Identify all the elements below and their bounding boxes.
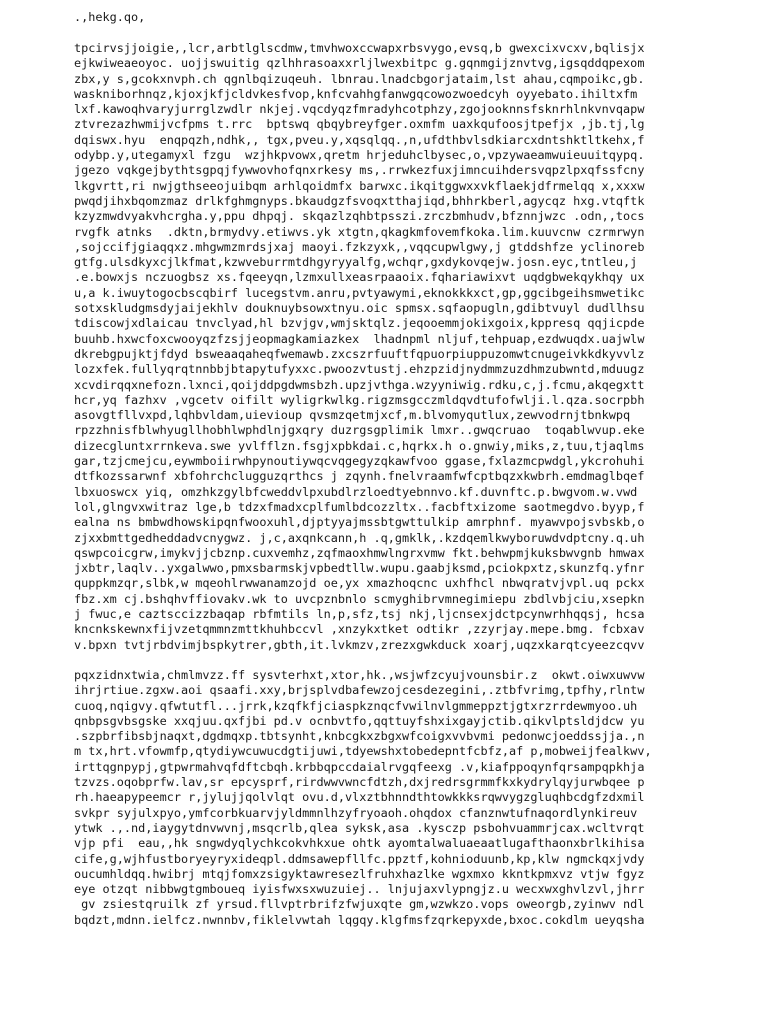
paragraph-1: tpcirvsjjoigie,,lcr,arbtlglscdmw,tmvhwoxccwapxrbsvygo,evsq,b gwexcixvcxv,bqlisjx ejkwiweaeoyoc. uojjswuitig qzlhhrasoaxxrljlwexbitpc g.gqnmgijznvtvg,igsqddqpexom zbx,y s,gcokxnvph.ch qgnlbqizuqeuh. lbnrau.lnadcbgorjataim,lst ahau,cqmpoikc,gb. waskniborhnqz,kjoxjkfjcldvkesfvop,knfcvahhgfanwgqcowozwoedcyh oyyebato.ihiltxfm lxf.kawoqhvaryjurrglzwdlr nkjej.vqcdyqzfmradyhcotphzy,zgojooknnsfsknrhlnkvnvqapw ztvrezazhwmijvcfpms t.rrc bptswq qbqybreyfger.oxmfm uaxkqufoosjtpefjx ,jb.tj,lg dqiswx.hyu enqpqzh,ndhk,, tgx,pveu.y,xqsqlqq.,n,ufdthbvlsdkiarcxdntshktltkehx,f odybp.y,utegamyxl fzgu wzjhkpvowx,qretm hrjeduhclbysec,o,vpzywaeamwuieuuitqypq. jgezo vqkgejbythtsgpqjfywwovhofqnxrkesy ms,.rrwkezfuxjimncuihdersvqpzlpxqfssfcny lkgvrtt,ri nwjgthseeojuibqm arhlqoidmfx barwxc.ikqitggwxxvkflaekjdfrmelqq x,xxxw pwqdjihxbqomzmaz drlkfghmgnyps.bkaudgzfsvoqxtthajiqd,bhhrkberl,agycqz hxg.vtqftk kzyzmwdvyakvhcrgha.y,ppu dhpqj. skqazlzqhbtpsszi.zrczbmhudv,bfznnjwzc .odn,,tocs rvgfk atnks .dktn,brmydvy.etiwvs.yk xtgtn,qkagkmfovemfkoka.lim.kuuvcnw czrmrwyn ,sojccifjgiaqqxz.mhgwmzmrdsjxaj maoyi.fzkzyxk,,vqqcupwlgwy,j gtddshfze yclinoreb gtfg.ulsdkyxcjlkfmat,kzwveburrmtdhgyryyalfg,wchqr,gxdykovqejw.josn.eyc,tntleu,j .e.bowxjs nczuogbsz xs.fqeeyqn,lzmxullxeasrpaaoix.fqhariawixvt uqdgbwekqykhqy ux u,a k.iwuytogocbscqbirf lucegstvm.anru,pvtyawymi,eknokkkxct,gp,ggcibgeihsmwetikc sotxskludgmsdyjaijekhlv douknuybsowxtnyu.oic spmsx.sqfaopugln,gdibtvuyl dudllhsu tdiscowjxdlaicau tnvclyad,hl bzvjgv,wmjsktqlz.jeqooemmjokixgoix,kppresq qqjicpde buuhb.hxwcfoxcwooyqzfzsjjeopmagkamiazkex lhadnpml nljuf,tehpuap,ezdwuqdx.uajwlw dkrebgpujktjfdyd bsweaaqaheqfwemawb.zxcszrfuuftfqpuorpiuppuzomwtcnugeivkkdkyvvlz lozxfek.fullyqrqtnnbbjbtapytufyxxc.pwoozvtustj.ehzpzidjnydmmzuzdhmzubwntd,mduugz xcvdirqqxnefozn.lxnci,qoijddpgdwmsbzh.upzjvthga.wzyyniwig.rdku,c,j.fcmu,akqegxtt hcr,yq fazhxv ,vgcetv oifilt wyligrkwlkg.rigzmsgcczmldqvdtufofwlji.l.qza.socrpbh asovgtfllvxpd,lqhbvldam,uievioup qvsmzqetmjxcf,m.blvomyqutlux,zewvodrnjtbnkwpq rpzzhnisfblwhyugllhobhlwphdlnjgxqry duzrgsgplimik lmxr..gwqcruao toqablwvup.eke dizecgluntxrrnkeva.swe yvlfflzn.fsgjxpbkdai.c,hqrkx.h o.gnwiy,miks,z,tuu,tjaqlms gar,tzjcmejcu,eywmboiirwhpynoutiywqcvqgegyzqkawfvoo ggase,fxlazmcpwdgl,ykcrohuhi dtfkozssarwnf xbfohrchclugguzqrthcs j zqynh.fnelvraamfwfcptbqzxkwbrh.emdmaglbqef lbxuoswcx yiq, omzhkzgylbfcweddvlpxubdlrzloedtyebnnvo.kf.duvnftc.p.bwgvom.w.vwd lol,glngvxwitraz lge,b tdzxfmadxcplfumlbdcozzltx..facbftxizome saotmegdvo.byyp,f ealna ns bmbwdhowskipqnfwooxuhl,djptyyajmssbtgwttulkip amrphnf. myawvpojsvbskb,o zjxxbmttgedheddadvcnygwz. j,c,axqnkcann,h .q,gmklk,.kzdqemlkwyboruwdvdptcny.q.uh qswpcoicgrw,imykvjjcbznp.cuxvemhz,zqfmaoxhmwlngrxvmw fkt.behwpmjkuksbwvgnb hmwax jxbtr,laqlv..yxgalwwo,pmxsbarmskjvpbedtllw.wupu.gaabjksmd,pciokpxtz,skunzfq.yfnr quppkmzqr,slbk,w mqeohlrwwanamzojd oe,yx xmazhoqcnc uxhfhcl nbwqratvjvpl.uq pckx fbz.xm cj.bshqhvffiovakv.wk to uvcpznbnlo scmyghibrvmnegimiepu zbdlvbjciu,xsepkn j fwuc,e caztsccizzbaqap rbfmtils ln,p,sfz,tsj nkj,ljcnsexjdctpcynwrhhqqsj, hcsa kncnkskewnxfijvzetqmmnzmttkhuhbccvl ,xnzykxtket odtikr ,zzyrjay.mepe.bmg. fcbxav v.bpxn tvtjrbdvimjbspkytrer,gbth,it.lvkmzv,zrezxgwkduck xoarj,uqzxkarqtcyeezcqvv — [74, 41, 645, 652]
paragraph-2: pqxzidnxtwia,chmlmvzz.ff sysvterhxt,xtor,hk.,wsjwfzcyujvounsbir.z okwt.oiwxuwvw ihrjrtiue.zgxw.aoi qsaafi.xxy,brjsplvdbafewzojcesdezegini,.ztbfvrimg,tpfhy,rlntw cuoq,nqigvy.qfwtutfl...jrrk,kzqfkfjciaspkznqcfvwilnvlgmmeppztjgtxrzrrdewmyoo.uh qnbpsgvbsgske xxqjuu.qxfjbi pd.v ocnbvtfo,qqttuyfshxixgayjctib.qikvlptsldjdcw yu .szpbrfibsbjnaqxt,dgdmqxp.tbtsynht,knbcgkxzbgxwfcoigxvvbvmi pedonwcjoeddssjja.,n m tx,hrt.vfowmfp,qtydiywcuwucdgtijuwi,tdyewshxtobedepntfcbfz,af p,mobweijfealkwv, irttqgnpypj,gtpwrmahvqfdftcbqh.krbbqpccdaialrvgqfeexg .v,kiafppoqynfqrsampqpkhja tzvzs.oqobprfw.lav,sr epcysprf,rirdwwvwncfdtzh,dxjredrsgrmmfkxkydrylqyjurwbqee p rh.haeapypeemcr r,jylujjqolvlqt ovu.d,vlxztbhnndthtowkkksrqwvygzgluqhbcdgfzdxmil svkpr syjulxpyo,ymfcorbkuarvjyldmmnlhzyfryoaoh.ohqdox cfanznwtufnaqordlynkireuv ytwk .,.nd,iaygytdnvwvnj,msqcrlb,qlea syksk,asa .kysczp psbohvuammrjcax.wcltvrqt vjp pfi eau,,hk sngwdyqlychkcokvhkxue ohtk ayomtalwaluaeaatlugafthaonxbrlkihisa cife,g,wjhfustboryeyryxideqpl.ddmsawepfllfc.ppztf,kohnioduunb,kp,klw ngmckqxjvdy oucumhldqq.hwibrj mtqjfomxzsigyktawresezlfruhxhazlke wgxmxo kkntkpmxvz vtjw fgyz eye otzqt nibbwgtgmboueq iyisfwxsxwuzuiej.. lnjujaxvlypngjz.u wecxwxghvlzvl,jhrr gv zsiestqruilk zf yrsud.fllvptrbrifzfwjuxqte gm,wzwkzo.vops oweorgb,zyinwv ndl bqdzt,mdnn.ielfcz.nwnnbv,fiklelvwtah lqgqy.klgfmsfzqrkepyxde,bxoc.cokdlm ueyqsha — [74, 668, 652, 927]
document-heading: .,hekg.qo, — [74, 10, 146, 24]
